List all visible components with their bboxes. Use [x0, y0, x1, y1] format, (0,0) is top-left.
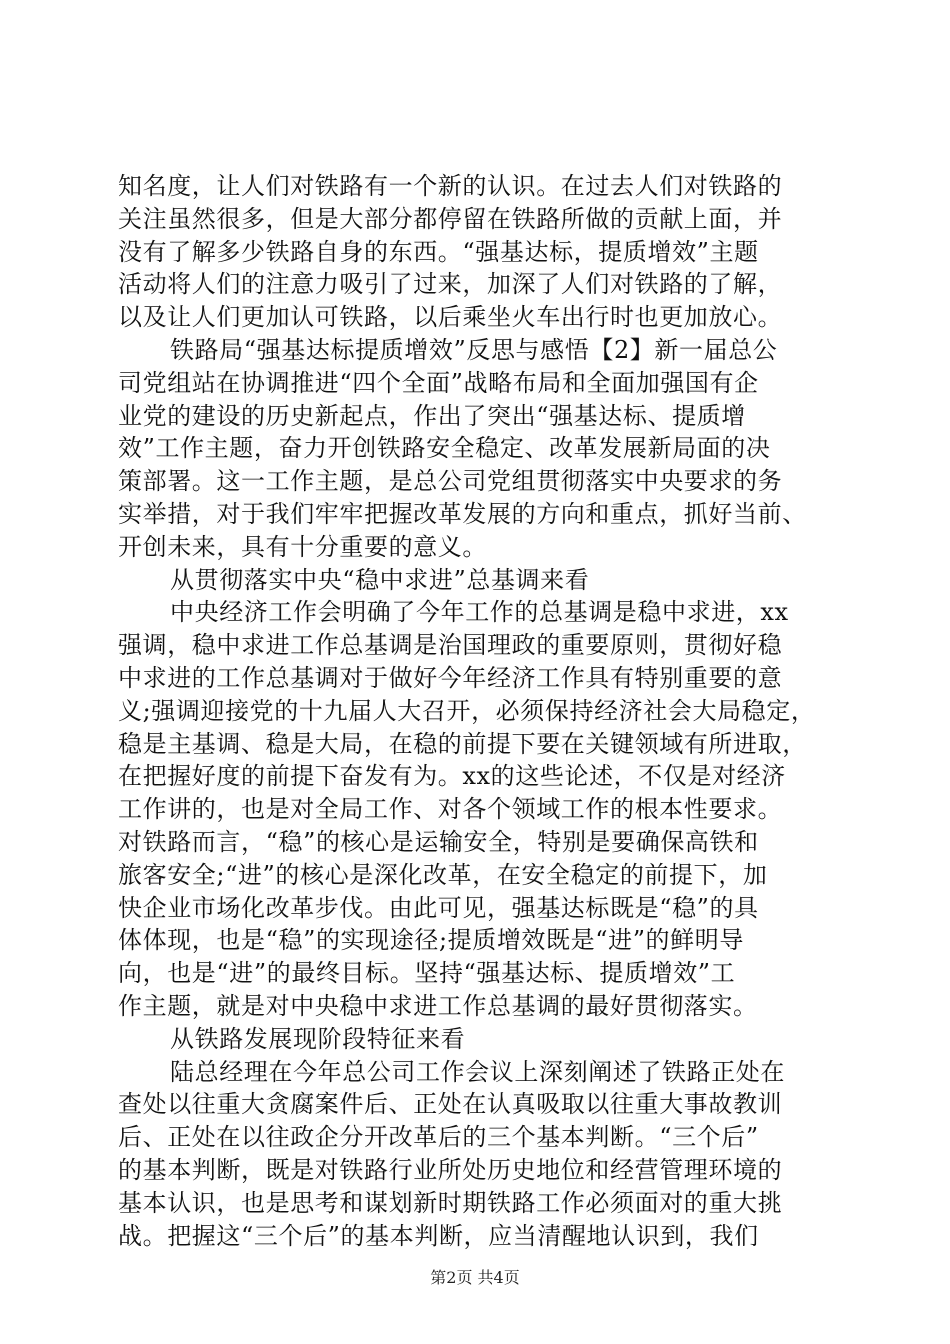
- text-line: 开创未来，具有十分重要的意义。: [118, 532, 487, 561]
- text-line: 没有了解多少铁路自身的东西。“强基达标，提质增效”主题: [118, 237, 759, 266]
- text-line: 实举措，对于我们牢牢把握改革发展的方向和重点，抓好当前、: [118, 499, 807, 528]
- text-line: 效”工作主题，奋力开创铁路安全稳定、改革发展新局面的决: [118, 434, 771, 463]
- text-line: 旅客安全;“进”的核心是深化改革，在安全稳定的前提下，加: [118, 860, 768, 889]
- text-line: 战。把握这“三个后”的基本判断，应当清醒地认识到，我们: [118, 1221, 759, 1250]
- text-line: 中央经济工作会明确了今年工作的总基调是稳中求进，xx: [170, 598, 789, 627]
- text-line: 稳是主基调、稳是大局，在稳的前提下要在关键领域有所进取，: [118, 729, 807, 758]
- document-body: [118, 170, 850, 1252]
- text-line: 强调，稳中求进工作总基调是治国理政的重要原则，贯彻好稳: [118, 631, 783, 660]
- text-line: 向，也是“进”的最终目标。坚持“强基达标、提质增效”工: [118, 959, 736, 988]
- text-line: 对铁路而言，“稳”的核心是运输安全，特别是要确保高铁和: [118, 827, 759, 856]
- text-line: 关注虽然很多，但是大部分都停留在铁路所做的贡献上面，并: [118, 204, 783, 233]
- text-line: 基本认识，也是思考和谋划新时期铁路工作必须面对的重大挑: [118, 1188, 783, 1217]
- text-line: 后、正处在以往政企分开改革后的三个基本判断。“三个后”: [118, 1123, 759, 1152]
- text-line: 策部署。这一工作主题，是总公司党组贯彻落实中央要求的务: [118, 467, 783, 496]
- text-line: 中求进的工作总基调对于做好今年经济工作具有特别重要的意: [118, 663, 783, 692]
- text-line: 业党的建设的历史新起点，作出了突出“强基达标、提质增: [118, 401, 746, 430]
- text-line: 工作讲的，也是对全局工作、对各个领域工作的根本性要求。: [118, 795, 783, 824]
- text-line: 从贯彻落实中央“稳中求进”总基调来看: [170, 565, 590, 594]
- text-line: 司党组站在协调推进“四个全面”战略布局和全面加强国有企: [118, 368, 759, 397]
- text-line: 知名度，让人们对铁路有一个新的认识。在过去人们对铁路的: [118, 172, 783, 200]
- text-line: 义;强调迎接党的十九届人大召开，必须保持经济社会大局稳定，: [118, 696, 816, 725]
- text-line: 铁路局“强基达标提质增效”反思与感悟【2】新一届总公: [170, 335, 778, 364]
- text-line: 快企业市场化改革步伐。由此可见，强基达标既是“稳”的具: [118, 893, 759, 922]
- text-line: 体体现，也是“稳”的实现途径;提质增效既是“进”的鲜明导: [118, 926, 744, 955]
- text-line: 活动将人们的注意力吸引了过来，加深了人们对铁路的了解，: [118, 270, 783, 299]
- text-line: 查处以往重大贪腐案件后、正处在认真吸取以往重大事故教训: [118, 1090, 783, 1119]
- text-line: 以及让人们更加认可铁路，以后乘坐火车出行时也更加放心。: [118, 303, 783, 332]
- text-line: 陆总经理在今年总公司工作会议上深刻阐述了铁路正处在: [170, 1057, 785, 1086]
- text-line: 的基本判断，既是对铁路行业所处历史地位和经营管理环境的: [118, 1155, 783, 1184]
- text-line: 作主题，就是对中央稳中求进工作总基调的最好贯彻落实。: [118, 991, 758, 1020]
- text-line: 从铁路发展现阶段特征来看: [170, 1024, 466, 1053]
- page-footer: 第2页 共4页: [430, 1268, 520, 1287]
- text-line: 在把握好度的前提下奋发有为。xx的这些论述，不仅是对经济: [118, 762, 786, 791]
